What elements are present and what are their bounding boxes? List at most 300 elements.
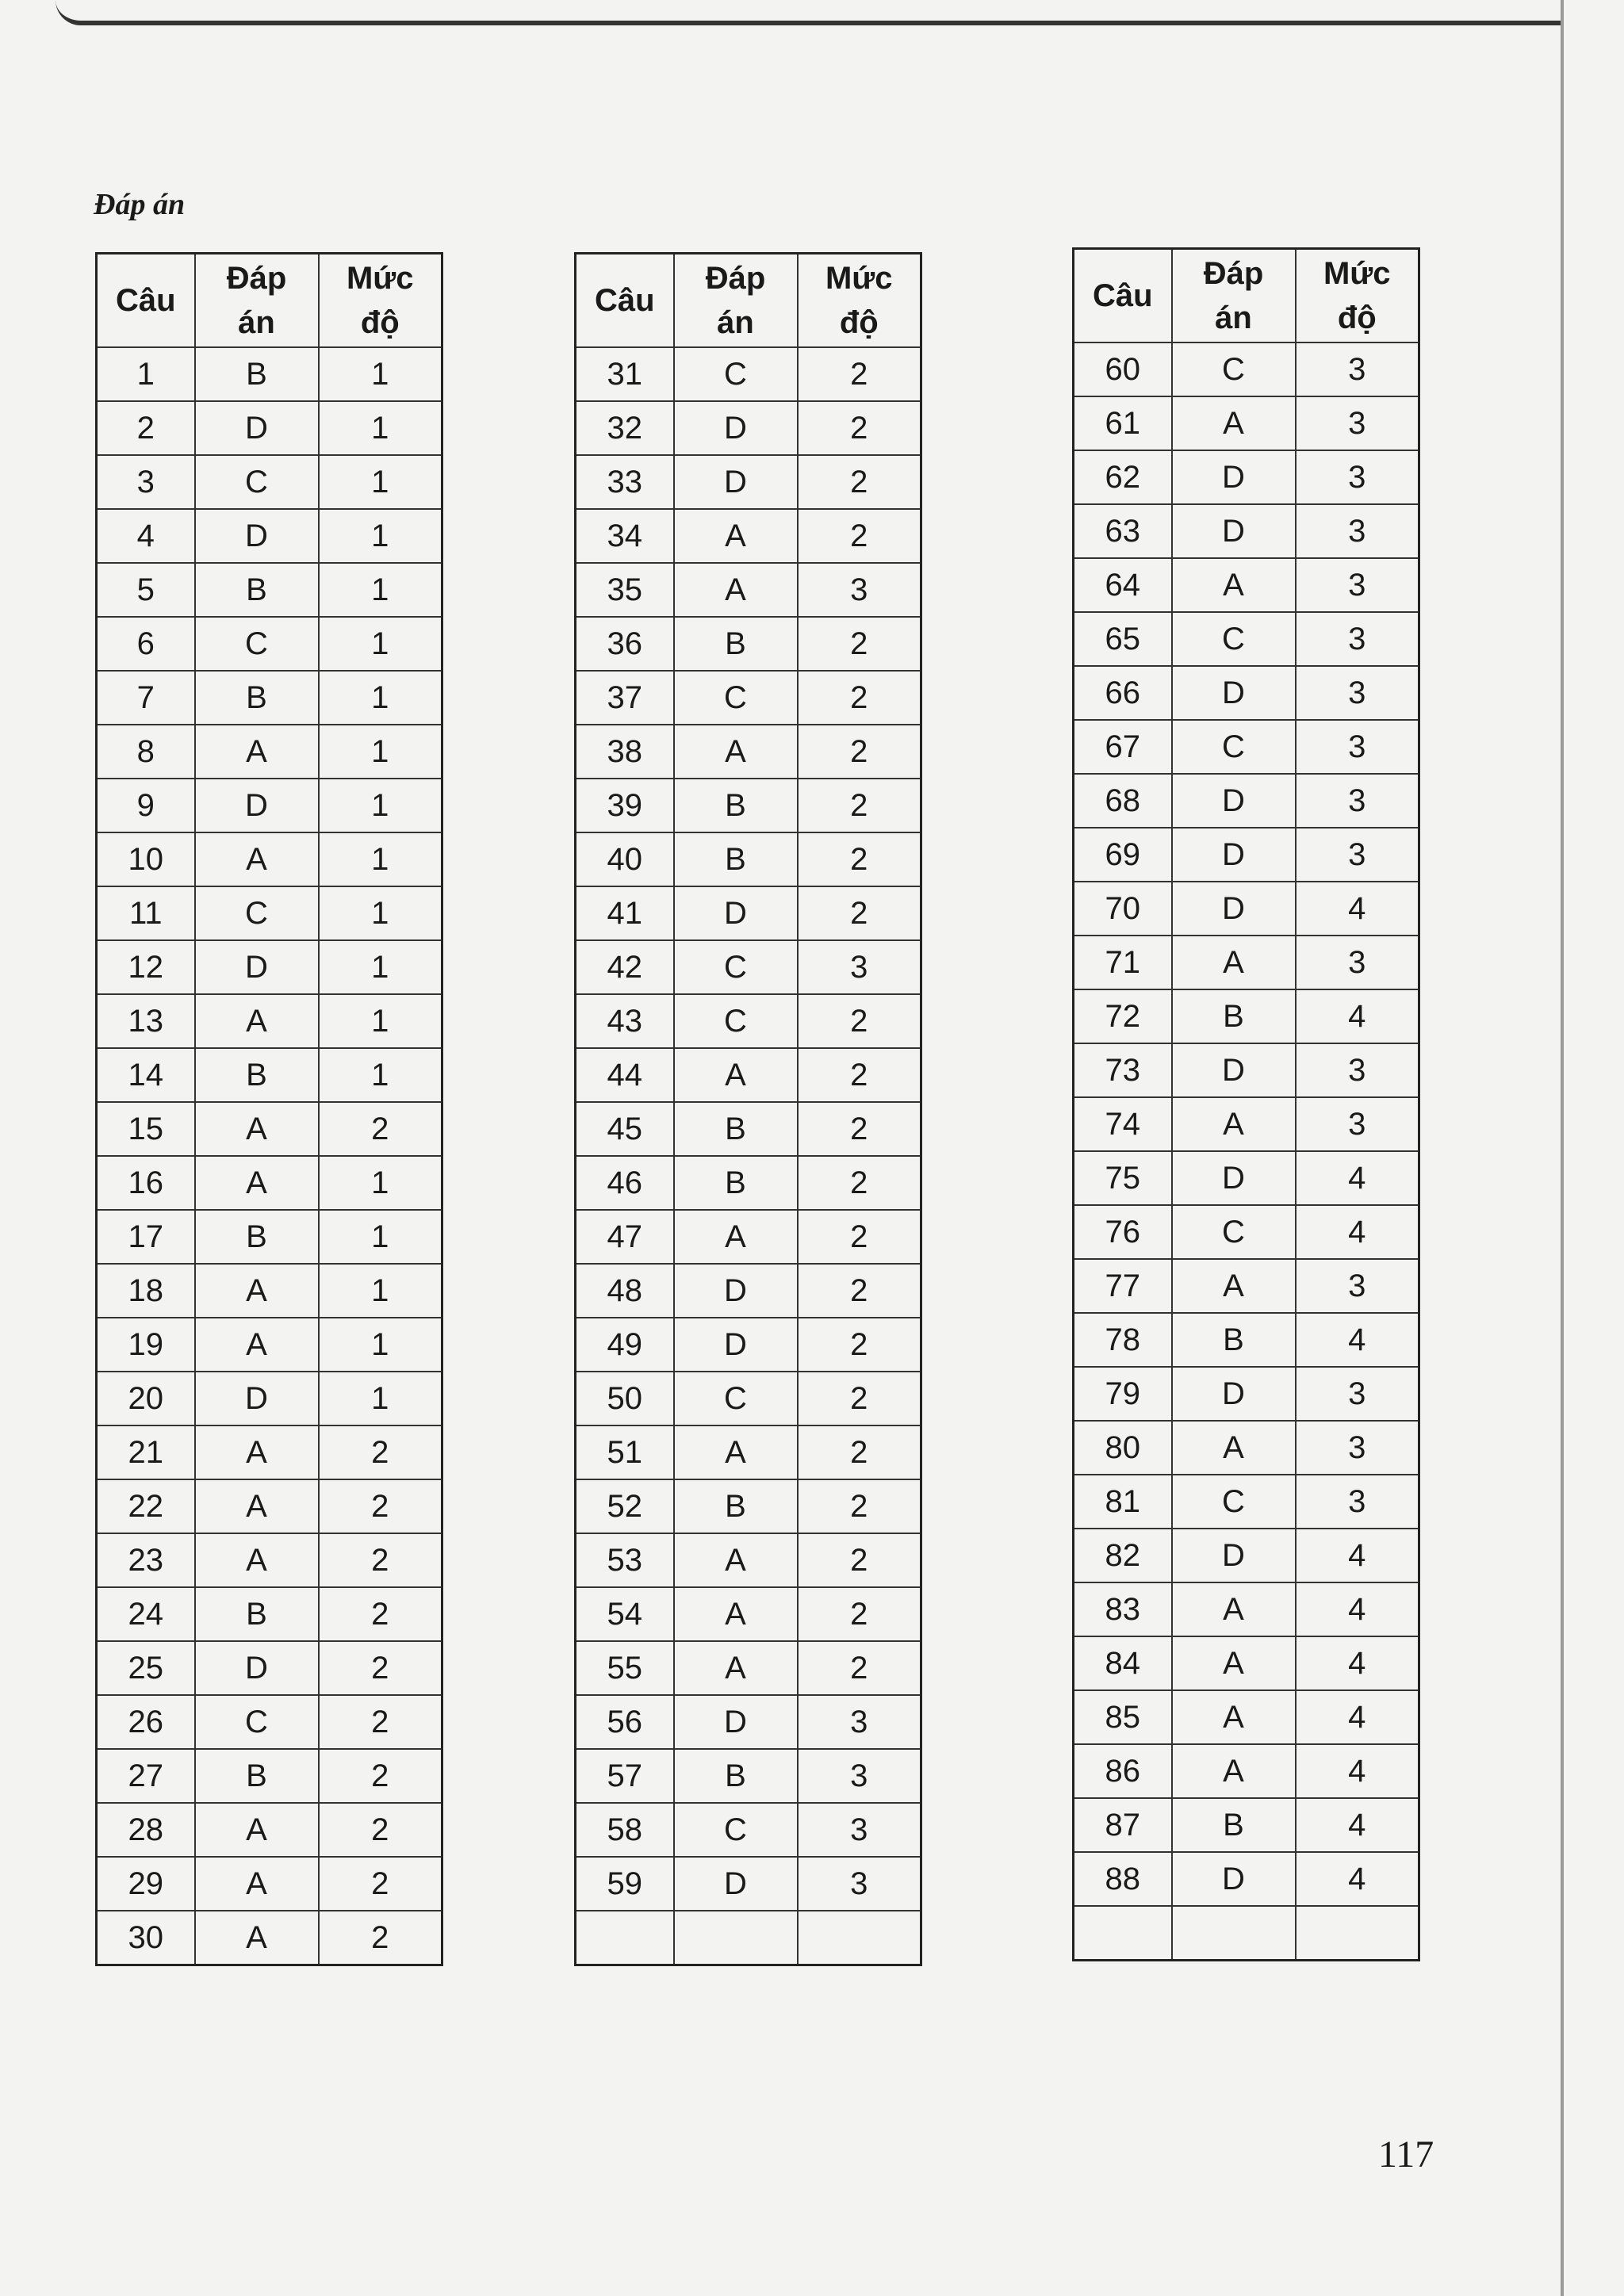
cell-cau: 13: [97, 994, 195, 1048]
cell-dap-an: [1172, 1906, 1296, 1961]
cell-dap-an: A: [1172, 936, 1296, 989]
cell-cau: 38: [576, 725, 674, 779]
cell-muc-do: 2: [798, 671, 921, 725]
cell-muc-do: 2: [798, 617, 921, 671]
table-row: [1074, 1259, 1419, 1313]
cell-cau: 87: [1074, 1798, 1172, 1852]
cell-muc-do: 2: [319, 1749, 442, 1803]
table-row: [576, 1479, 921, 1533]
cell-muc-do: 2: [798, 1533, 921, 1587]
table-row: [1074, 1582, 1419, 1636]
table-header-row: [97, 254, 442, 348]
cell-muc-do: 1: [319, 671, 442, 725]
table-row: [576, 1264, 921, 1318]
cell-cau: 70: [1074, 882, 1172, 936]
cell-muc-do: 3: [798, 1857, 921, 1911]
cell-muc-do: 2: [319, 1587, 442, 1641]
cell-muc-do: 3: [1296, 342, 1419, 396]
table-row: [576, 1102, 921, 1156]
cell-cau: 26: [97, 1695, 195, 1749]
table-row: [576, 886, 921, 940]
page-right-edge: [1561, 0, 1564, 2296]
cell-cau: 9: [97, 779, 195, 832]
table-row: [1074, 882, 1419, 936]
cell-dap-an: B: [674, 779, 798, 832]
cell-cau: 21: [97, 1425, 195, 1479]
cell-cau: 14: [97, 1048, 195, 1102]
cell-dap-an: D: [195, 401, 319, 455]
table-row: [97, 1425, 442, 1479]
cell-dap-an: C: [674, 940, 798, 994]
table-row: [1074, 450, 1419, 504]
cell-muc-do: 2: [798, 455, 921, 509]
table-row: [576, 1048, 921, 1102]
cell-cau: 60: [1074, 342, 1172, 396]
cell-cau: 4: [97, 509, 195, 563]
cell-dap-an: A: [1172, 396, 1296, 450]
table-row: [97, 617, 442, 671]
cell-cau: 27: [97, 1749, 195, 1803]
cell-dap-an: A: [195, 1425, 319, 1479]
cell-cau: 49: [576, 1318, 674, 1372]
cell-dap-an: B: [195, 1587, 319, 1641]
cell-cau: 88: [1074, 1852, 1172, 1906]
table-row: [97, 1587, 442, 1641]
cell-cau: 40: [576, 832, 674, 886]
cell-dap-an: D: [195, 940, 319, 994]
cell-cau: 77: [1074, 1259, 1172, 1313]
cell-cau: 29: [97, 1857, 195, 1911]
table-row: [1074, 1906, 1419, 1961]
table-row: [97, 1911, 442, 1965]
cell-muc-do: 1: [319, 1210, 442, 1264]
table-row: [576, 1210, 921, 1264]
cell-cau: 69: [1074, 828, 1172, 882]
cell-dap-an: D: [1172, 1852, 1296, 1906]
cell-cau: 7: [97, 671, 195, 725]
cell-muc-do: 3: [798, 1695, 921, 1749]
cell-cau: 18: [97, 1264, 195, 1318]
table-row: [1074, 1205, 1419, 1259]
cell-muc-do: 4: [1296, 1313, 1419, 1367]
section-title: Đáp án: [94, 188, 186, 221]
table-row: [576, 940, 921, 994]
cell-muc-do: 3: [798, 940, 921, 994]
cell-cau: 73: [1074, 1043, 1172, 1097]
cell-cau: 30: [97, 1911, 195, 1965]
table-row: [1074, 612, 1419, 666]
cell-muc-do: 2: [798, 1048, 921, 1102]
cell-cau: [576, 1911, 674, 1965]
cell-muc-do: 3: [1296, 1259, 1419, 1313]
cell-muc-do: 4: [1296, 1798, 1419, 1852]
cell-cau: 34: [576, 509, 674, 563]
cell-cau: 41: [576, 886, 674, 940]
cell-muc-do: 2: [319, 1641, 442, 1695]
cell-cau: 11: [97, 886, 195, 940]
cell-cau: 31: [576, 347, 674, 401]
cell-dap-an: C: [674, 1803, 798, 1857]
cell-muc-do: 2: [319, 1857, 442, 1911]
cell-muc-do: 3: [1296, 504, 1419, 558]
table-row: [576, 1641, 921, 1695]
table-row: [576, 1857, 921, 1911]
cell-muc-do: 3: [1296, 936, 1419, 989]
table-row: [576, 1156, 921, 1210]
cell-muc-do: 2: [798, 1156, 921, 1210]
cell-dap-an: B: [674, 1749, 798, 1803]
table-row: [97, 1210, 442, 1264]
cell-cau: 32: [576, 401, 674, 455]
table-row: [1074, 1097, 1419, 1151]
table-row: [97, 725, 442, 779]
cell-dap-an: B: [195, 347, 319, 401]
cell-dap-an: C: [674, 994, 798, 1048]
cell-muc-do: 2: [798, 1479, 921, 1533]
cell-muc-do: 3: [1296, 450, 1419, 504]
table-row: [576, 832, 921, 886]
cell-muc-do: 4: [1296, 1582, 1419, 1636]
cell-dap-an: A: [1172, 1582, 1296, 1636]
cell-cau: 74: [1074, 1097, 1172, 1151]
cell-cau: 48: [576, 1264, 674, 1318]
header-cau: Câu: [97, 254, 195, 348]
cell-dap-an: B: [195, 671, 319, 725]
cell-dap-an: A: [195, 1857, 319, 1911]
cell-muc-do: 3: [1296, 1475, 1419, 1529]
cell-muc-do: 2: [319, 1425, 442, 1479]
cell-dap-an: [674, 1911, 798, 1965]
cell-dap-an: D: [1172, 882, 1296, 936]
answer-table-1: [95, 252, 443, 1966]
cell-dap-an: D: [674, 1857, 798, 1911]
cell-dap-an: C: [195, 1695, 319, 1749]
cell-dap-an: B: [1172, 989, 1296, 1043]
cell-dap-an: A: [674, 1587, 798, 1641]
cell-dap-an: A: [1172, 1097, 1296, 1151]
cell-dap-an: A: [195, 832, 319, 886]
cell-muc-do: 1: [319, 1372, 442, 1425]
table-row: [576, 1911, 921, 1965]
table-row: [576, 1318, 921, 1372]
cell-dap-an: A: [674, 1210, 798, 1264]
cell-muc-do: 2: [319, 1911, 442, 1965]
table-row: [576, 347, 921, 401]
cell-cau: 10: [97, 832, 195, 886]
cell-muc-do: [798, 1911, 921, 1965]
table-row: [576, 455, 921, 509]
cell-dap-an: D: [674, 1695, 798, 1749]
cell-muc-do: 2: [798, 347, 921, 401]
cell-dap-an: A: [674, 1048, 798, 1102]
table-row: [1074, 504, 1419, 558]
cell-dap-an: C: [674, 671, 798, 725]
cell-muc-do: 3: [1296, 612, 1419, 666]
cell-dap-an: D: [1172, 504, 1296, 558]
cell-cau: 15: [97, 1102, 195, 1156]
answer-table-2: [574, 252, 922, 1966]
cell-muc-do: 1: [319, 779, 442, 832]
table-header-row: [576, 254, 921, 348]
table-row: [1074, 666, 1419, 720]
header-muc-do: Mức độ: [1296, 249, 1419, 343]
cell-cau: 5: [97, 563, 195, 617]
table-row: [97, 1048, 442, 1102]
cell-cau: 6: [97, 617, 195, 671]
cell-dap-an: A: [1172, 558, 1296, 612]
cell-dap-an: B: [674, 617, 798, 671]
cell-dap-an: A: [195, 1911, 319, 1965]
cell-muc-do: 3: [1296, 558, 1419, 612]
table-row: [1074, 1852, 1419, 1906]
cell-dap-an: C: [1172, 720, 1296, 774]
cell-dap-an: C: [195, 617, 319, 671]
cell-cau: 54: [576, 1587, 674, 1641]
cell-muc-do: 2: [798, 1372, 921, 1425]
cell-cau: 66: [1074, 666, 1172, 720]
table-row: [576, 617, 921, 671]
table-row: [97, 994, 442, 1048]
cell-muc-do: 4: [1296, 1205, 1419, 1259]
cell-cau: 72: [1074, 989, 1172, 1043]
cell-dap-an: A: [674, 1425, 798, 1479]
cell-muc-do: 3: [1296, 1421, 1419, 1475]
table-row: [97, 1641, 442, 1695]
table-row: [97, 779, 442, 832]
cell-muc-do: 4: [1296, 882, 1419, 936]
cell-muc-do: 3: [1296, 396, 1419, 450]
cell-muc-do: 3: [1296, 666, 1419, 720]
cell-dap-an: B: [195, 563, 319, 617]
cell-dap-an: C: [1172, 1205, 1296, 1259]
cell-muc-do: 3: [1296, 828, 1419, 882]
cell-dap-an: B: [674, 1156, 798, 1210]
table-row: [97, 347, 442, 401]
cell-muc-do: 1: [319, 1264, 442, 1318]
cell-muc-do: 1: [319, 347, 442, 401]
table-row: [1074, 720, 1419, 774]
cell-dap-an: A: [195, 1156, 319, 1210]
table-row: [576, 1749, 921, 1803]
cell-cau: 82: [1074, 1529, 1172, 1582]
cell-dap-an: C: [1172, 342, 1296, 396]
cell-cau: 65: [1074, 612, 1172, 666]
cell-cau: 36: [576, 617, 674, 671]
table-row: [97, 886, 442, 940]
cell-muc-do: 4: [1296, 1852, 1419, 1906]
cell-cau: 53: [576, 1533, 674, 1587]
table-row: [97, 1533, 442, 1587]
cell-cau: 59: [576, 1857, 674, 1911]
cell-dap-an: C: [674, 1372, 798, 1425]
cell-cau: 37: [576, 671, 674, 725]
cell-cau: 85: [1074, 1690, 1172, 1744]
cell-muc-do: 2: [798, 886, 921, 940]
cell-cau: 52: [576, 1479, 674, 1533]
cell-cau: 67: [1074, 720, 1172, 774]
cell-cau: 58: [576, 1803, 674, 1857]
table-row: [1074, 1690, 1419, 1744]
cell-muc-do: 3: [1296, 774, 1419, 828]
cell-cau: 80: [1074, 1421, 1172, 1475]
cell-cau: 12: [97, 940, 195, 994]
cell-cau: 8: [97, 725, 195, 779]
table-row: [97, 509, 442, 563]
cell-cau: 51: [576, 1425, 674, 1479]
table-row: [576, 401, 921, 455]
page-number: 117: [1378, 2133, 1434, 2175]
cell-cau: 24: [97, 1587, 195, 1641]
table-row: [97, 1318, 442, 1372]
cell-muc-do: 2: [319, 1102, 442, 1156]
table-row: [97, 1156, 442, 1210]
cell-muc-do: 2: [798, 725, 921, 779]
cell-cau: 81: [1074, 1475, 1172, 1529]
cell-dap-an: C: [1172, 1475, 1296, 1529]
cell-muc-do: [1296, 1906, 1419, 1961]
cell-dap-an: A: [674, 563, 798, 617]
cell-muc-do: 2: [319, 1479, 442, 1533]
cell-dap-an: A: [674, 725, 798, 779]
cell-cau: 23: [97, 1533, 195, 1587]
table-row: [576, 1425, 921, 1479]
cell-cau: 71: [1074, 936, 1172, 989]
table-row: [97, 1695, 442, 1749]
table-row: [576, 509, 921, 563]
cell-cau: 22: [97, 1479, 195, 1533]
cell-muc-do: 1: [319, 994, 442, 1048]
cell-muc-do: 1: [319, 509, 442, 563]
cell-cau: 44: [576, 1048, 674, 1102]
cell-dap-an: A: [195, 1318, 319, 1372]
cell-cau: 19: [97, 1318, 195, 1372]
cell-muc-do: 2: [798, 1264, 921, 1318]
cell-dap-an: A: [195, 1533, 319, 1587]
cell-muc-do: 2: [798, 509, 921, 563]
cell-muc-do: 2: [798, 994, 921, 1048]
cell-cau: 64: [1074, 558, 1172, 612]
cell-cau: 68: [1074, 774, 1172, 828]
cell-muc-do: 3: [798, 563, 921, 617]
cell-dap-an: A: [195, 1264, 319, 1318]
cell-cau: 17: [97, 1210, 195, 1264]
header-muc-do: Mức độ: [319, 254, 442, 348]
cell-cau: 83: [1074, 1582, 1172, 1636]
cell-muc-do: 4: [1296, 989, 1419, 1043]
cell-cau: 47: [576, 1210, 674, 1264]
page-top-edge: [56, 0, 1562, 25]
table-row: [97, 1264, 442, 1318]
header-dap-an: Đáp án: [1172, 249, 1296, 343]
cell-dap-an: B: [195, 1048, 319, 1102]
cell-dap-an: A: [1172, 1421, 1296, 1475]
cell-cau: 42: [576, 940, 674, 994]
cell-dap-an: A: [195, 994, 319, 1048]
table-row: [1074, 936, 1419, 989]
table-row: [1074, 774, 1419, 828]
cell-dap-an: A: [1172, 1744, 1296, 1798]
cell-muc-do: 2: [319, 1695, 442, 1749]
cell-cau: 84: [1074, 1636, 1172, 1690]
cell-muc-do: 2: [798, 1210, 921, 1264]
cell-dap-an: D: [674, 1264, 798, 1318]
table-row: [1074, 1529, 1419, 1582]
cell-muc-do: 4: [1296, 1636, 1419, 1690]
table-row: [1074, 828, 1419, 882]
cell-muc-do: 2: [798, 401, 921, 455]
cell-muc-do: 3: [798, 1803, 921, 1857]
cell-muc-do: 1: [319, 940, 442, 994]
cell-dap-an: D: [1172, 450, 1296, 504]
answer-table-3: [1072, 247, 1420, 1961]
table-row: [97, 1479, 442, 1533]
cell-muc-do: 3: [1296, 720, 1419, 774]
cell-cau: 25: [97, 1641, 195, 1695]
cell-cau: 3: [97, 455, 195, 509]
cell-dap-an: D: [1172, 774, 1296, 828]
table-row: [97, 671, 442, 725]
cell-dap-an: A: [1172, 1690, 1296, 1744]
cell-dap-an: A: [195, 725, 319, 779]
cell-cau: 28: [97, 1803, 195, 1857]
table-row: [1074, 558, 1419, 612]
cell-dap-an: B: [674, 1479, 798, 1533]
table-row: [97, 1857, 442, 1911]
cell-cau: 16: [97, 1156, 195, 1210]
cell-dap-an: C: [195, 455, 319, 509]
cell-muc-do: 1: [319, 1048, 442, 1102]
cell-dap-an: D: [674, 886, 798, 940]
cell-dap-an: B: [195, 1210, 319, 1264]
table-row: [1074, 396, 1419, 450]
cell-dap-an: C: [1172, 612, 1296, 666]
cell-cau: 61: [1074, 396, 1172, 450]
table-row: [576, 1533, 921, 1587]
cell-cau: 45: [576, 1102, 674, 1156]
cell-dap-an: A: [195, 1102, 319, 1156]
cell-dap-an: B: [1172, 1798, 1296, 1852]
cell-dap-an: B: [195, 1749, 319, 1803]
table-row: [1074, 1313, 1419, 1367]
table-row: [97, 1749, 442, 1803]
table-row: [97, 1372, 442, 1425]
cell-dap-an: A: [195, 1479, 319, 1533]
cell-dap-an: D: [1172, 1367, 1296, 1421]
cell-dap-an: C: [674, 347, 798, 401]
cell-dap-an: D: [674, 401, 798, 455]
cell-muc-do: 2: [319, 1803, 442, 1857]
table-row: [1074, 1043, 1419, 1097]
table-row: [576, 1587, 921, 1641]
cell-cau: 35: [576, 563, 674, 617]
cell-cau: 79: [1074, 1367, 1172, 1421]
cell-muc-do: 1: [319, 563, 442, 617]
cell-dap-an: D: [674, 455, 798, 509]
table-row: [1074, 1636, 1419, 1690]
cell-cau: 39: [576, 779, 674, 832]
cell-muc-do: 1: [319, 401, 442, 455]
table-row: [1074, 1475, 1419, 1529]
header-muc-do: Mức độ: [798, 254, 921, 348]
table-row: [576, 1695, 921, 1749]
cell-dap-an: A: [1172, 1636, 1296, 1690]
cell-dap-an: B: [674, 832, 798, 886]
table-row: [97, 832, 442, 886]
cell-cau: 57: [576, 1749, 674, 1803]
cell-cau: 43: [576, 994, 674, 1048]
cell-muc-do: 1: [319, 617, 442, 671]
table-row: [576, 994, 921, 1048]
